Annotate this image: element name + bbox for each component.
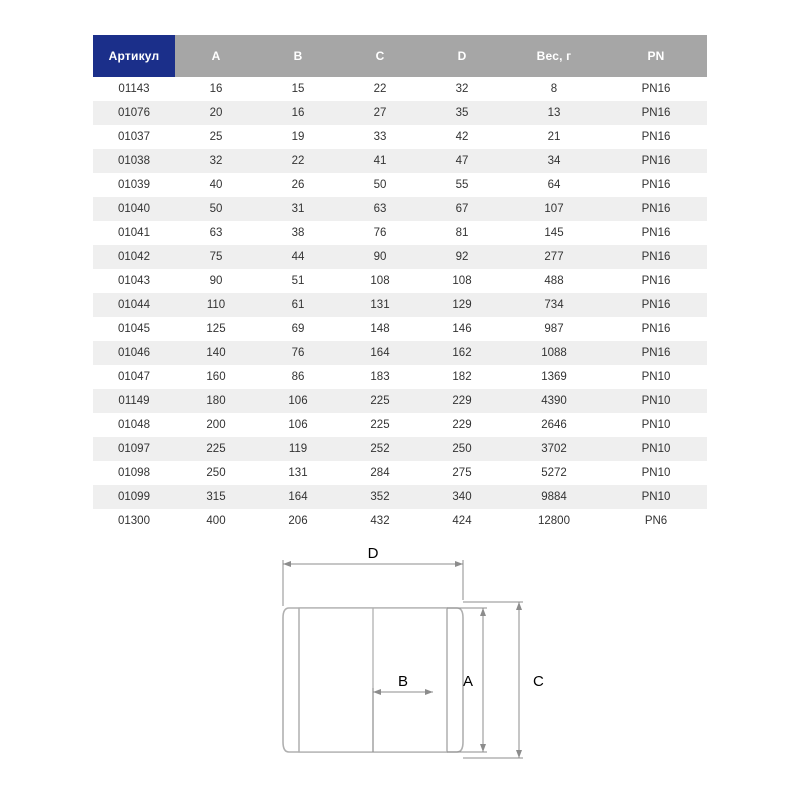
cell-article: 01042: [93, 245, 175, 269]
table-row: [93, 197, 707, 221]
cell-weight: 488: [503, 269, 605, 293]
cell-a: 315: [175, 485, 257, 509]
cell-b: 51: [257, 269, 339, 293]
d-arrow-left: [283, 561, 291, 567]
cell-a: 32: [175, 149, 257, 173]
cell-weight: 5272: [503, 461, 605, 485]
cell-d: 108: [421, 269, 503, 293]
table-header-row: [93, 35, 707, 77]
cell-b: 31: [257, 197, 339, 221]
cell-a: 20: [175, 101, 257, 125]
cell-d: 275: [421, 461, 503, 485]
cell-c: 252: [339, 437, 421, 461]
table-row: [93, 149, 707, 173]
cell-d: 182: [421, 365, 503, 389]
cell-c: 148: [339, 317, 421, 341]
cell-article: 01098: [93, 461, 175, 485]
spec-table: [93, 35, 707, 533]
cell-c: 63: [339, 197, 421, 221]
cell-article: 01041: [93, 221, 175, 245]
table-row: [93, 173, 707, 197]
cell-b: 38: [257, 221, 339, 245]
table-row: [93, 437, 707, 461]
cell-weight: 277: [503, 245, 605, 269]
cell-b: 22: [257, 149, 339, 173]
cell-c: 164: [339, 341, 421, 365]
cell-weight: 987: [503, 317, 605, 341]
table-row: [93, 269, 707, 293]
cell-a: 16: [175, 77, 257, 101]
table-row: [93, 317, 707, 341]
cell-d: 129: [421, 293, 503, 317]
cell-pn: PN10: [605, 461, 707, 485]
cell-d: 229: [421, 413, 503, 437]
cell-article: 01048: [93, 413, 175, 437]
c-arrow-bottom: [516, 750, 522, 758]
cell-d: 424: [421, 509, 503, 533]
cell-a: 400: [175, 509, 257, 533]
cell-article: 01076: [93, 101, 175, 125]
cell-pn: PN16: [605, 77, 707, 101]
cell-pn: PN10: [605, 365, 707, 389]
cell-weight: 4390: [503, 389, 605, 413]
cell-pn: PN10: [605, 389, 707, 413]
table-row: [93, 413, 707, 437]
cell-b: 106: [257, 389, 339, 413]
cell-b: 44: [257, 245, 339, 269]
cell-weight: 2646: [503, 413, 605, 437]
cell-a: 90: [175, 269, 257, 293]
column-header-pn: PN: [605, 35, 707, 77]
table-row: [93, 101, 707, 125]
cell-d: 340: [421, 485, 503, 509]
cell-article: 01045: [93, 317, 175, 341]
cell-c: 284: [339, 461, 421, 485]
column-header-a: A: [175, 35, 257, 77]
column-header-weight: Вес, г: [503, 35, 605, 77]
cell-article: 01300: [93, 509, 175, 533]
table-row: [93, 341, 707, 365]
cell-c: 131: [339, 293, 421, 317]
cell-article: 01039: [93, 173, 175, 197]
cell-weight: 9884: [503, 485, 605, 509]
cell-pn: PN16: [605, 173, 707, 197]
cell-article: 01043: [93, 269, 175, 293]
cell-article: 01046: [93, 341, 175, 365]
cell-pn: PN16: [605, 101, 707, 125]
table-row: [93, 461, 707, 485]
cell-article: 01047: [93, 365, 175, 389]
table-row: [93, 389, 707, 413]
cell-b: 106: [257, 413, 339, 437]
a-arrow-top: [480, 608, 486, 616]
d-arrow-right: [455, 561, 463, 567]
cell-pn: PN10: [605, 437, 707, 461]
cell-weight: 1088: [503, 341, 605, 365]
table-row: [93, 485, 707, 509]
cell-b: 86: [257, 365, 339, 389]
cell-a: 200: [175, 413, 257, 437]
column-header-article: Артикул: [93, 35, 175, 77]
cell-weight: 13: [503, 101, 605, 125]
cell-b: 16: [257, 101, 339, 125]
cell-c: 76: [339, 221, 421, 245]
cell-article: 01044: [93, 293, 175, 317]
cell-b: 131: [257, 461, 339, 485]
cell-b: 15: [257, 77, 339, 101]
cell-c: 225: [339, 413, 421, 437]
cell-weight: 1369: [503, 365, 605, 389]
cell-pn: PN16: [605, 341, 707, 365]
cell-weight: 64: [503, 173, 605, 197]
cell-a: 63: [175, 221, 257, 245]
cell-c: 41: [339, 149, 421, 173]
cell-b: 61: [257, 293, 339, 317]
dimension-label-a: A: [462, 673, 473, 690]
cell-d: 81: [421, 221, 503, 245]
cell-a: 225: [175, 437, 257, 461]
cell-b: 69: [257, 317, 339, 341]
dimension-label-b: B: [397, 673, 409, 690]
cell-d: 32: [421, 77, 503, 101]
table-row: [93, 509, 707, 533]
cell-b: 19: [257, 125, 339, 149]
table-row: [93, 365, 707, 389]
cell-a: 125: [175, 317, 257, 341]
dimension-label-d: D: [367, 545, 379, 562]
cell-a: 40: [175, 173, 257, 197]
table-row: [93, 125, 707, 149]
cell-pn: PN16: [605, 197, 707, 221]
cell-a: 25: [175, 125, 257, 149]
cell-b: 119: [257, 437, 339, 461]
cell-b: 26: [257, 173, 339, 197]
cell-pn: PN10: [605, 413, 707, 437]
cell-weight: 12800: [503, 509, 605, 533]
cell-d: 162: [421, 341, 503, 365]
cell-c: 33: [339, 125, 421, 149]
cell-b: 206: [257, 509, 339, 533]
cell-weight: 107: [503, 197, 605, 221]
cell-c: 108: [339, 269, 421, 293]
table-header: [93, 35, 707, 77]
column-header-d: D: [421, 35, 503, 77]
cell-weight: 3702: [503, 437, 605, 461]
table-row: [93, 293, 707, 317]
cell-d: 146: [421, 317, 503, 341]
cell-pn: PN10: [605, 485, 707, 509]
cell-article: 01097: [93, 437, 175, 461]
a-arrow-bottom: [480, 744, 486, 752]
cell-a: 250: [175, 461, 257, 485]
table-row: [93, 245, 707, 269]
cell-c: 183: [339, 365, 421, 389]
cell-d: 42: [421, 125, 503, 149]
cell-d: 92: [421, 245, 503, 269]
cell-c: 22: [339, 77, 421, 101]
cell-c: 50: [339, 173, 421, 197]
cell-d: 250: [421, 437, 503, 461]
column-header-c: C: [339, 35, 421, 77]
table-body: [93, 77, 707, 533]
cell-pn: PN16: [605, 293, 707, 317]
cell-c: 352: [339, 485, 421, 509]
cell-pn: PN16: [605, 221, 707, 245]
cell-a: 110: [175, 293, 257, 317]
cell-pn: PN6: [605, 509, 707, 533]
cell-weight: 21: [503, 125, 605, 149]
cell-weight: 8: [503, 77, 605, 101]
cell-pn: PN16: [605, 125, 707, 149]
cell-pn: PN16: [605, 149, 707, 173]
cell-pn: PN16: [605, 269, 707, 293]
cell-pn: PN16: [605, 245, 707, 269]
cell-a: 50: [175, 197, 257, 221]
cell-c: 27: [339, 101, 421, 125]
cell-article: 01037: [93, 125, 175, 149]
cell-article: 01038: [93, 149, 175, 173]
cell-a: 140: [175, 341, 257, 365]
cell-d: 47: [421, 149, 503, 173]
cell-d: 229: [421, 389, 503, 413]
spec-table-wrapper: [93, 35, 707, 533]
c-arrow-top: [516, 602, 522, 610]
table-row: [93, 221, 707, 245]
cell-a: 75: [175, 245, 257, 269]
cell-article: 01099: [93, 485, 175, 509]
dimension-label-c: C: [533, 673, 544, 690]
technical-drawing: [255, 540, 555, 790]
cell-c: 225: [339, 389, 421, 413]
cell-article: 01149: [93, 389, 175, 413]
cell-d: 35: [421, 101, 503, 125]
cell-a: 160: [175, 365, 257, 389]
column-header-b: B: [257, 35, 339, 77]
cell-c: 432: [339, 509, 421, 533]
cell-weight: 34: [503, 149, 605, 173]
cell-weight: 734: [503, 293, 605, 317]
cell-pn: PN16: [605, 317, 707, 341]
cell-article: 01040: [93, 197, 175, 221]
cell-b: 164: [257, 485, 339, 509]
cell-d: 55: [421, 173, 503, 197]
cell-b: 76: [257, 341, 339, 365]
table-row: [93, 77, 707, 101]
cell-d: 67: [421, 197, 503, 221]
cell-article: 01143: [93, 77, 175, 101]
cell-c: 90: [339, 245, 421, 269]
cell-a: 180: [175, 389, 257, 413]
cell-weight: 145: [503, 221, 605, 245]
